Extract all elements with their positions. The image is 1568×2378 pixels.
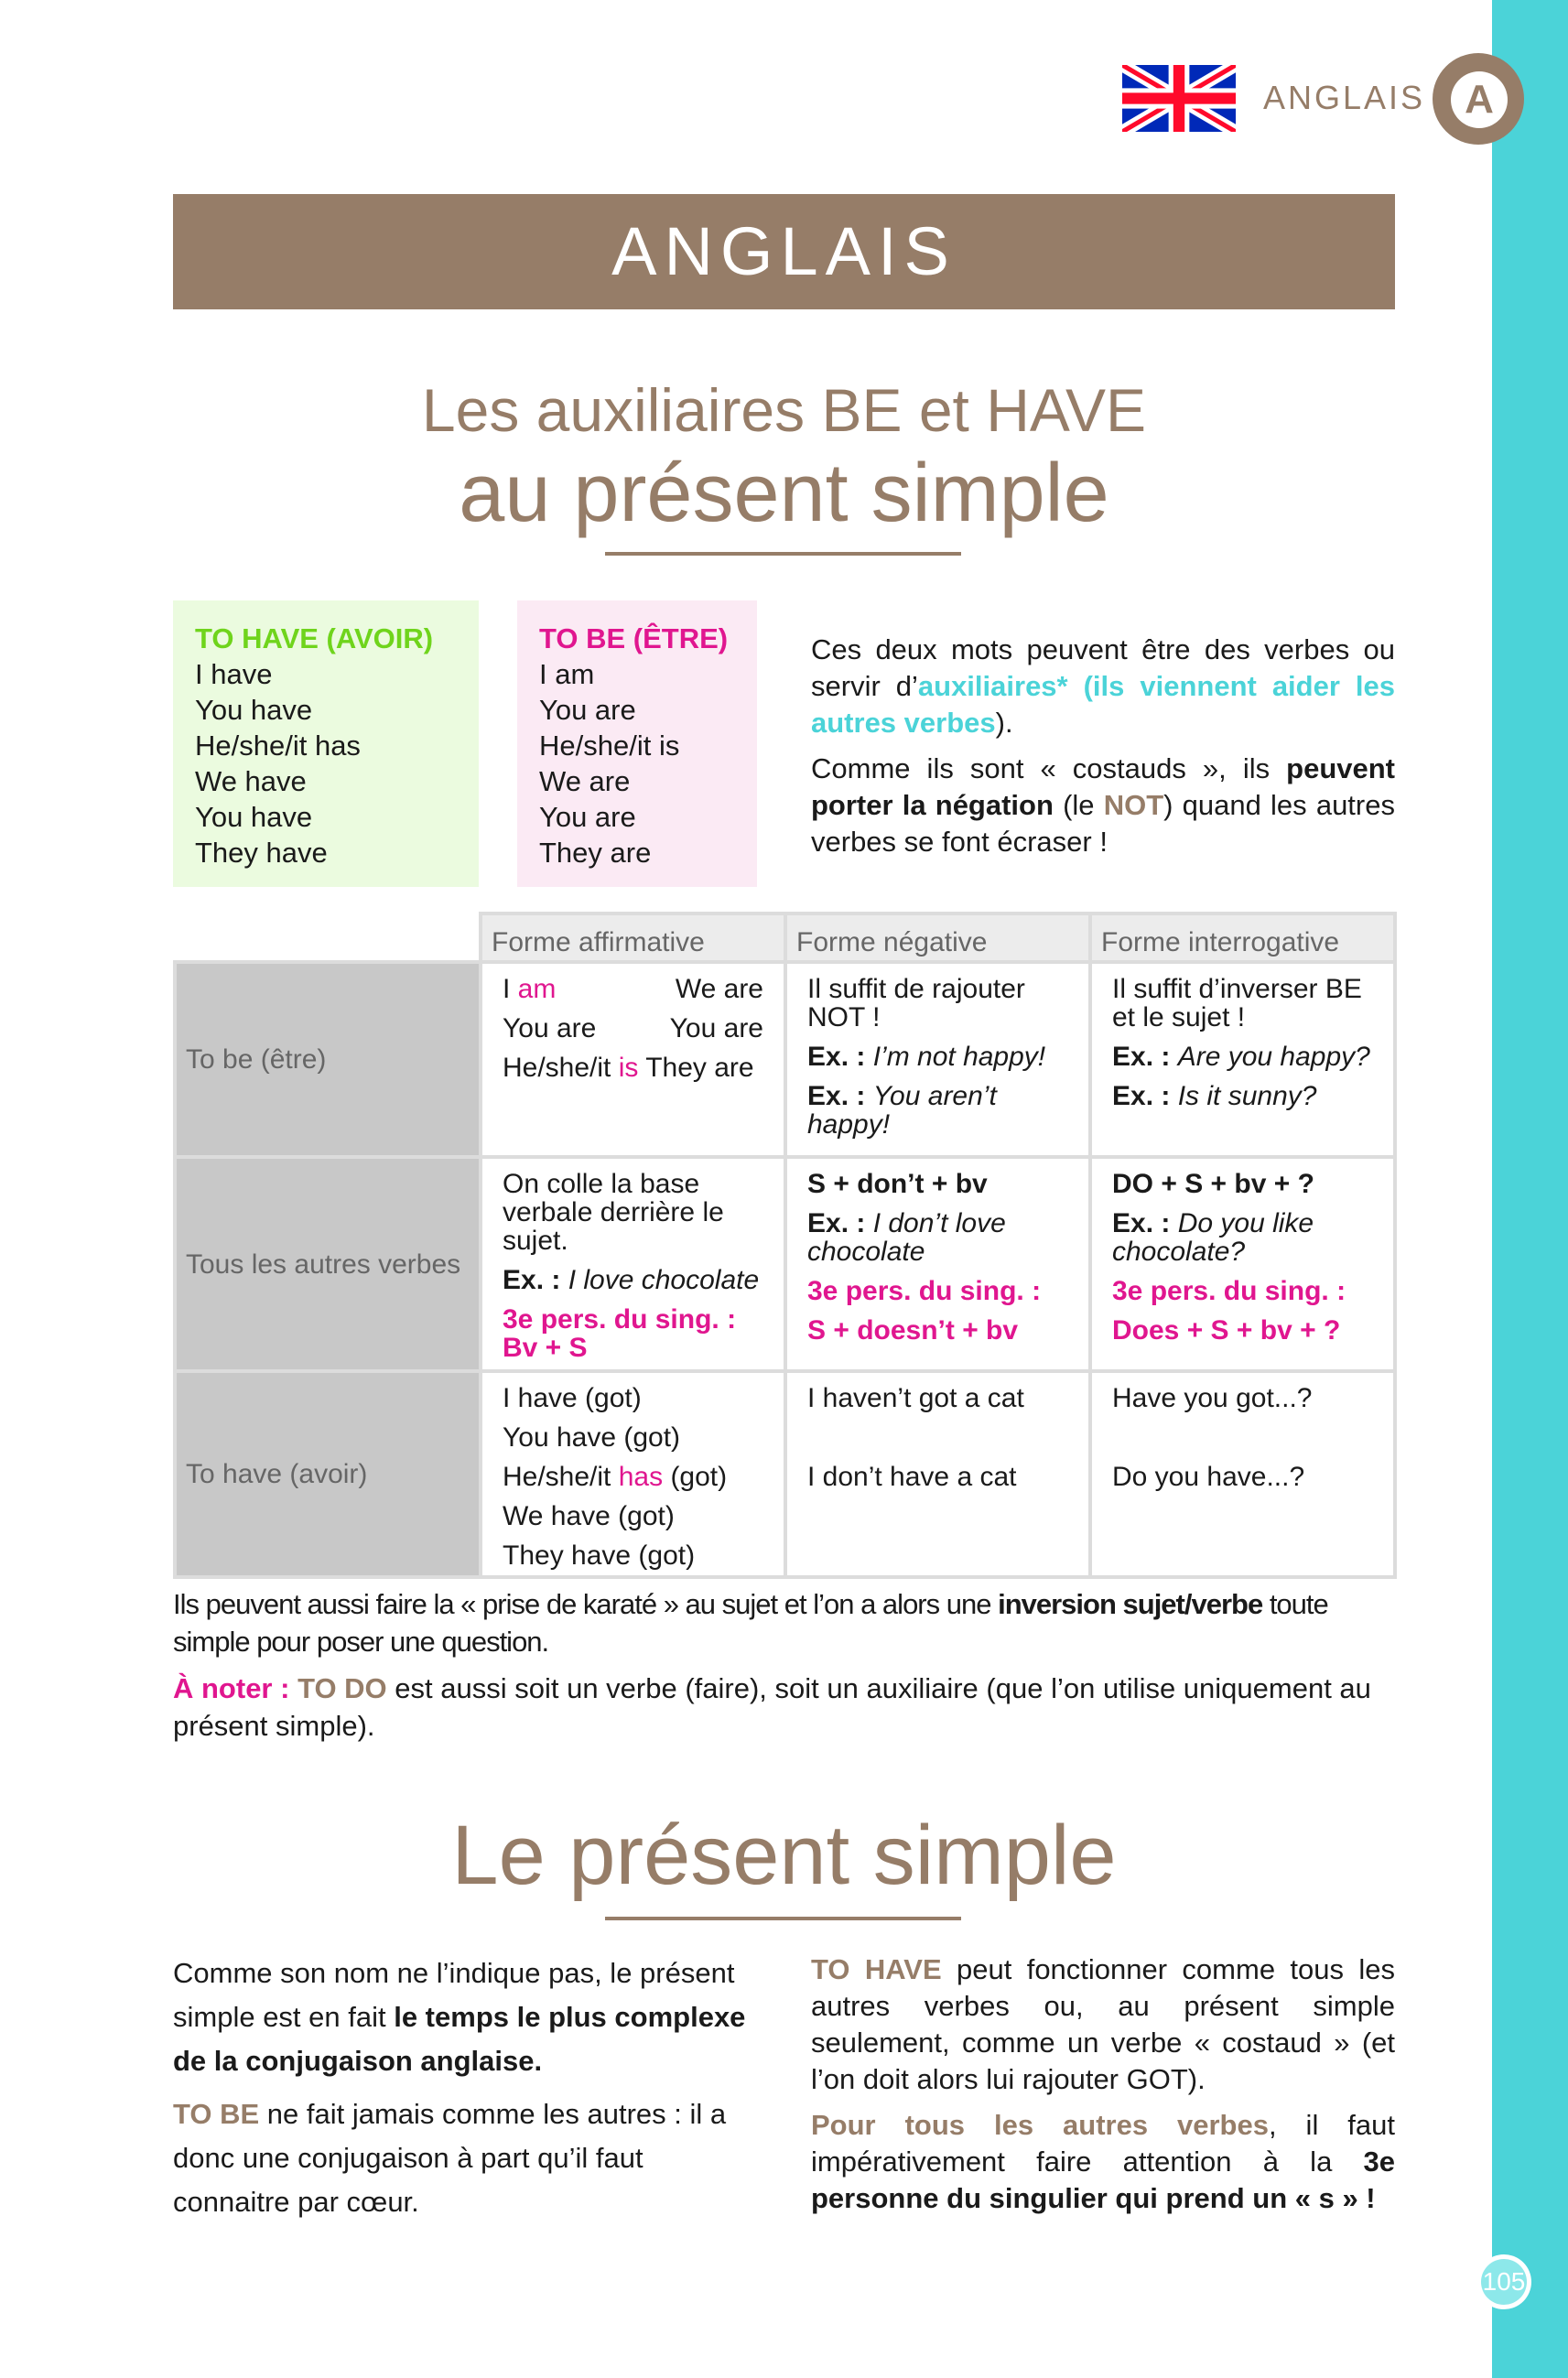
text: Ces deux mots peuvent être des verbes ou servir d’ (811, 633, 1395, 702)
table-row (175, 1157, 1395, 1371)
example: Is it sunny? (1177, 1081, 1317, 1111)
to-have-title: TO HAVE (AVOIR) (195, 622, 434, 654)
intro-text (811, 632, 1395, 870)
conj-line: They are (539, 837, 652, 869)
left-column-text (173, 1951, 757, 2233)
text: ne fait jamais comme les autres : il a donc une conjugaison à part qu’il faut connaitre par cœur. (173, 2098, 727, 2218)
text: We have (got) (503, 1501, 675, 1531)
example: You aren’t happy! (807, 1081, 997, 1140)
bold-text: inversion sujet/verbe (998, 1588, 1263, 1620)
paragraph (811, 2107, 1395, 2217)
text: Ils peuvent aussi faire la « prise de karaté » au sujet et l’on a alors une (173, 1588, 999, 1620)
column-header: Forme négative (785, 913, 1090, 962)
empty-corner (175, 913, 481, 962)
intro-paragraph (811, 632, 1395, 741)
bold-text: le temps le plus complexe de la conjugaison anglaise. (173, 2001, 746, 2077)
third-person-label: 3e pers. du sing. : (503, 1304, 737, 1335)
text: peut fonctionner comme tous les autres verbes ou, au présent simple seulement, comme un verbe « costaud » (et l’on doit alors lui rajouter GOT). (811, 1953, 1395, 2095)
conj-line: I am (539, 658, 595, 690)
note-paragraph (173, 1670, 1395, 1745)
example: Do you like chocolate? (1112, 1208, 1314, 1267)
cell (1090, 1157, 1395, 1371)
row-header: Tous les autres verbes (175, 1157, 481, 1371)
ex-label: Ex. : (807, 1081, 873, 1111)
text: I (503, 974, 518, 1004)
cell (785, 962, 1090, 1157)
third-person-label: 3e pers. du sing. : (807, 1276, 1042, 1306)
text: , il faut impérativement faire attention à la (811, 2109, 1395, 2178)
text: Comme ils sont « costauds », ils (811, 752, 1287, 784)
column-header: Forme affirmative (481, 913, 785, 962)
highlight: auxiliaires* (ils viennent aider les autres verbes (811, 670, 1395, 739)
text: Il suffit d’inverser BE et le sujet ! (1112, 974, 1362, 1032)
formula: DO + S + bv + ? (1112, 1169, 1314, 1199)
conj-line: You are (539, 694, 636, 726)
rule: Bv + S (503, 1333, 588, 1363)
text: I haven’t got a cat (807, 1383, 1024, 1413)
text: (got) (663, 1462, 728, 1492)
text: (le (1053, 789, 1104, 821)
title-underline (605, 552, 961, 556)
ex-label: Ex. : (1112, 1081, 1178, 1111)
highlight: TO BE (173, 2098, 260, 2130)
text: They have (got) (503, 1540, 696, 1571)
cell (481, 1157, 785, 1371)
table-row (175, 1371, 1395, 1577)
page-number-badge (1476, 2254, 1531, 2309)
highlight: Pour tous les autres verbes (811, 2109, 1269, 2141)
cell (481, 1371, 785, 1577)
text: ) quand les autres verbes se font écraser ! (811, 789, 1395, 858)
text: We are (675, 974, 763, 1004)
text: On colle la base verbale derrière le sujet. (503, 1169, 724, 1256)
paragraph (173, 2092, 757, 2224)
table-row (175, 962, 1395, 1157)
table-notes (173, 1585, 1395, 1754)
text: est aussi soit un verbe (faire), soit un auxiliaire (que l’on utilise uniquement au présent simple). (173, 1672, 1371, 1742)
text: You have (got) (503, 1422, 681, 1453)
section-title-line2: au présent simple (459, 448, 1109, 539)
row-header: To have (avoir) (175, 1371, 481, 1577)
chapter-banner: ANGLAIS (173, 194, 1395, 309)
bold-text: 3e personne du singulier qui prend un « s » ! (811, 2146, 1395, 2214)
subject-label: ANGLAIS (1263, 79, 1426, 116)
to-be-box (517, 600, 757, 887)
conjugation-table (173, 912, 1397, 1579)
conj-line: You are (539, 801, 636, 833)
verb: am (517, 974, 557, 1004)
cell (481, 962, 785, 1157)
example: Are you happy? (1177, 1042, 1370, 1072)
verb: has (618, 1462, 664, 1492)
conj-line: You have (195, 801, 313, 833)
subject-logo-icon (1433, 53, 1524, 145)
paragraph (173, 1951, 757, 2083)
highlight: TO HAVE (811, 1953, 942, 1985)
rule: S + doesn’t + bv (807, 1315, 1019, 1346)
example: I love chocolate (568, 1265, 760, 1295)
ex-label: Ex. : (1112, 1042, 1178, 1072)
bold-text: peuvent porter la négation (811, 752, 1395, 821)
to-be-title: TO BE (ÊTRE) (539, 622, 729, 654)
ex-label: Ex. : (807, 1208, 873, 1238)
intro-paragraph (811, 751, 1395, 860)
text: I don’t have a cat (807, 1462, 1017, 1492)
cell (785, 1157, 1090, 1371)
section-title: Le présent simple (451, 1809, 1117, 1902)
text: Do you have...? (1112, 1462, 1305, 1492)
example: I don’t love chocolate (807, 1208, 1006, 1267)
cell (1090, 962, 1395, 1157)
third-person-label: 3e pers. du sing. : (1112, 1276, 1346, 1306)
highlight: NOT (1103, 789, 1164, 821)
conj-line: He/she/it is (539, 730, 680, 762)
conj-line: They have (195, 837, 328, 869)
text: toute simple pour poser une question. (173, 1588, 1328, 1658)
text: He/she/it (503, 1053, 619, 1083)
text: Il suffit de rajouter NOT ! (807, 974, 1025, 1032)
text: I have (got) (503, 1383, 642, 1413)
logo-letter: A (1451, 71, 1508, 128)
ex-label: Ex. : (503, 1265, 568, 1295)
text: He/she/it (503, 1462, 619, 1492)
column-header: Forme interrogative (1090, 913, 1395, 962)
cell (1090, 1371, 1395, 1577)
side-tab-bar (1492, 0, 1568, 2378)
text: You are (503, 1013, 597, 1043)
uk-flag-icon (1122, 65, 1236, 132)
row-header: To be (être) (175, 962, 481, 1157)
text: They are (638, 1053, 754, 1083)
cell (785, 1371, 1090, 1577)
title-underline (605, 1917, 961, 1920)
note-label: À noter : (173, 1672, 298, 1704)
conj-line: We have (195, 765, 307, 797)
formula: S + don’t + bv (807, 1169, 988, 1199)
paragraph (811, 1951, 1395, 2098)
conj-line: He/she/it has (195, 730, 361, 762)
ex-label: Ex. : (807, 1042, 873, 1072)
section-title-line1: Les auxiliaires BE et HAVE (421, 376, 1147, 444)
page-number: 105 (1481, 2259, 1527, 2305)
right-column-text (811, 1951, 1395, 2226)
example: I’m not happy! (872, 1042, 1046, 1072)
verb: is (618, 1053, 639, 1083)
conj-line: We are (539, 765, 631, 797)
text: You are (669, 1013, 763, 1043)
note-paragraph (173, 1585, 1395, 1660)
text: Have you got...? (1112, 1383, 1313, 1413)
text: Comme son nom ne l’indique pas, le présent simple est en fait (173, 1957, 735, 2033)
text: ). (995, 707, 1013, 739)
conj-line: I have (195, 658, 273, 690)
conj-line: You have (195, 694, 313, 726)
highlight: TO DO (297, 1672, 387, 1704)
to-have-box (173, 600, 479, 887)
ex-label: Ex. : (1112, 1208, 1178, 1238)
rule: Does + S + bv + ? (1112, 1315, 1341, 1346)
